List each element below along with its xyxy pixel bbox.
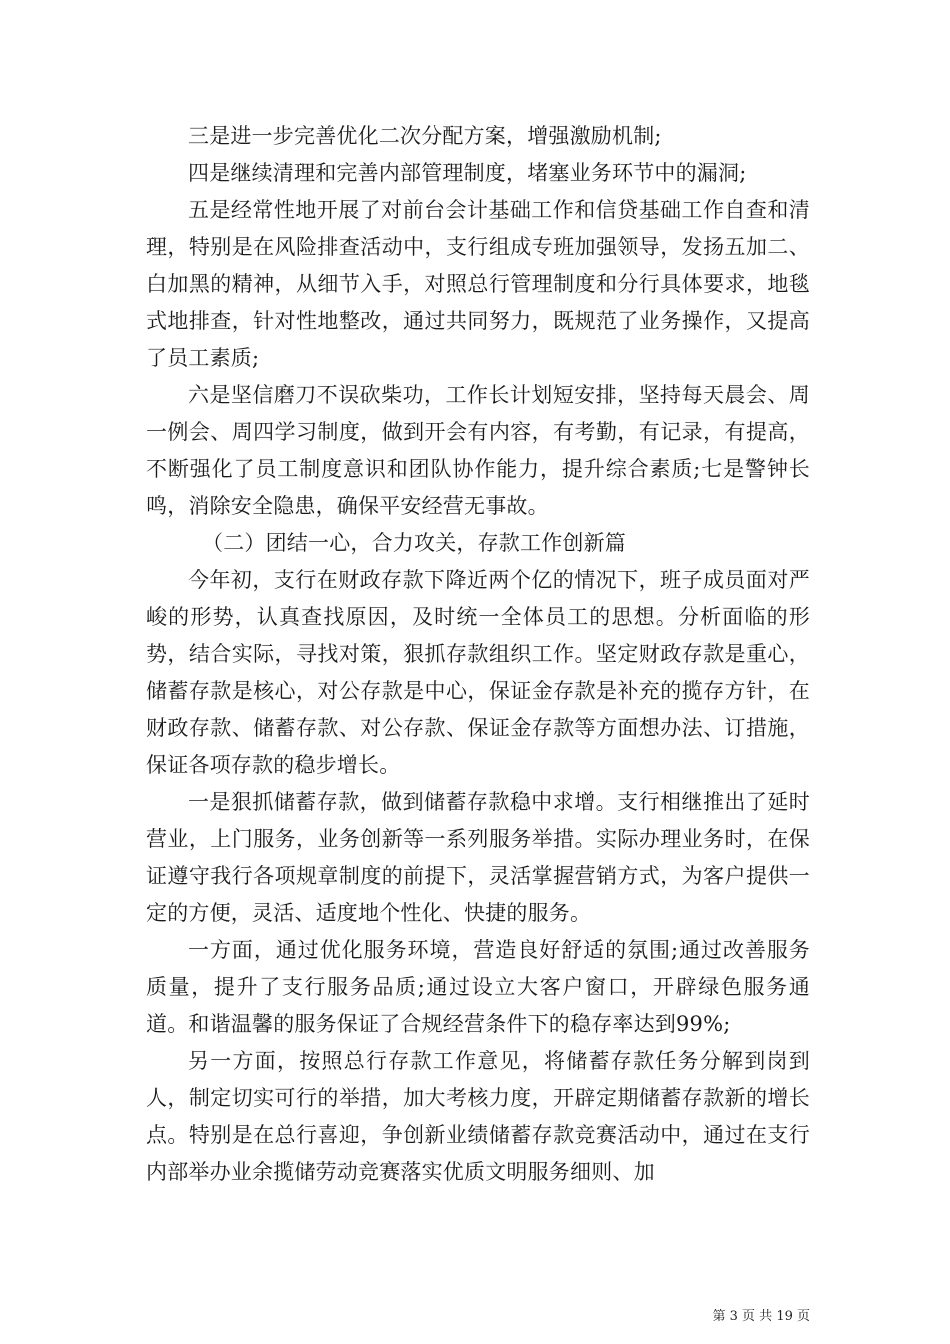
paragraph-intro: 今年初，支行在财政存款下降近两个亿的情况下，班子成员面对严峻的形势，认真查找原因，及时统一全体员工的思想。分析面临的形势，结合实际，寻找对策，狠抓存款组织工作。坚定财政存款是重心，储蓄存款是核心，对公存款是中心，保证金存款是补充的揽存方针，在财政存款、储蓄存款、对公存款、保证金存款等方面想办法、订措施，保证各项存款的稳步增长。 — [146, 568, 810, 777]
paragraph-item-4: 四是继续清理和完善内部管理制度，堵塞业务环节中的漏洞; — [188, 161, 747, 185]
paragraph-item-5: 五是经常性地开展了对前台会计基础工作和信贷基础工作自查和清理，特别是在风险排查活动中，支行组成专班加强领导，发扬五加二、白加黑的精神，从细节入手，对照总行管理制度和分行具体要求，地毯式地排查，针对性地整改，通过共同努力，既规范了业务操作，又提高了员工素质; — [146, 198, 810, 370]
page-number: 第 3 页 共 19 页 — [712, 1309, 810, 1324]
paragraph-item-6: 六是坚信磨刀不误砍柴功，工作长计划短安排，坚持每天晨会、周一例会、周四学习制度，做到开会有内容，有考勤，有记录，有提高，不断强化了员工制度意识和团队协作能力，提升综合素质;七是警钟长鸣，消除安全隐患，确保平安经营无事故。 — [146, 383, 810, 518]
paragraph-savings: 一是狠抓储蓄存款，做到储蓄存款稳中求增。支行相继推出了延时营业，上门服务，业务创新等一系列服务举措。实际办理业务时，在保证遵守我行各项规章制度的前提下，灵活掌握营销方式，为客户提供一定的方便，灵活、适度地个性化、快捷的服务。 — [146, 790, 810, 925]
document-body — [146, 118, 810, 1191]
paragraph-one-hand: 一方面，通过优化服务环境，营造良好舒适的氛围;通过改善服务质量，提升了支行服务品质;通过设立大客户窗口，开辟绿色服务通道。和谐温馨的服务保证了合规经营条件下的稳存率达到99%; — [146, 938, 810, 1036]
paragraph-item-3: 三是进一步完善优化二次分配方案，增强激励机制; — [188, 124, 662, 148]
paragraph-other-hand: 另一方面，按照总行存款工作意见，将储蓄存款任务分解到岗到人，制定切实可行的举措，加大考核力度，开辟定期储蓄存款新的增长点。特别是在总行喜迎，争创新业绩储蓄存款竞赛活动中，通过在支行内部举办业余揽储劳动竞赛落实优质文明服务细则、加 — [146, 1049, 810, 1184]
section-heading: （二）团结一心，合力攻关，存款工作创新篇 — [202, 531, 626, 555]
